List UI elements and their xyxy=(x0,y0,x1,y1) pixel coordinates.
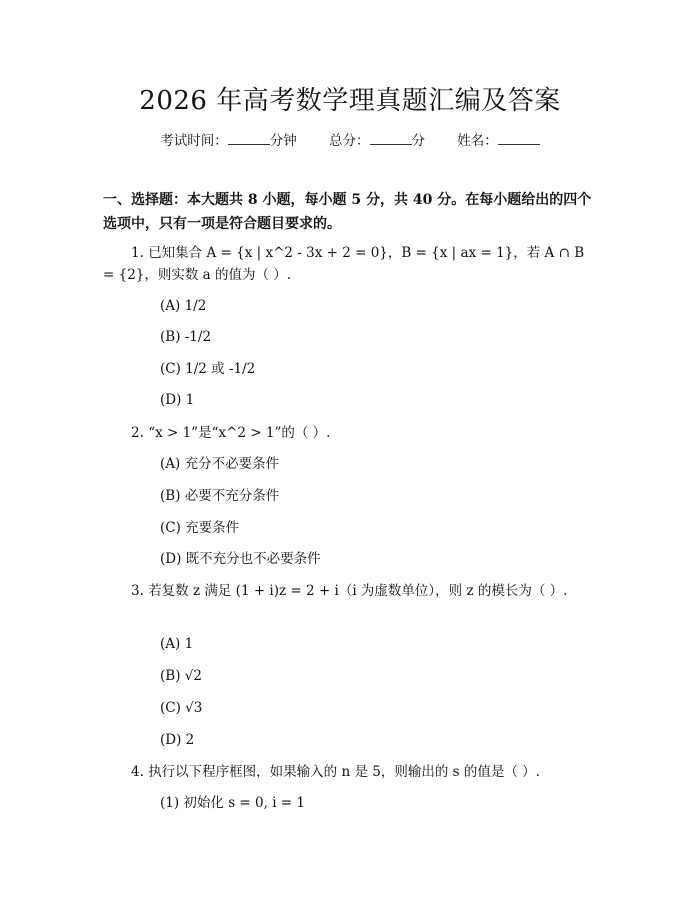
student-name-label: 姓名： xyxy=(457,133,498,149)
question-4 xyxy=(103,761,595,783)
question-number: 1. xyxy=(131,245,144,261)
question-2-option-d: (D) 既不充分也不必要条件 xyxy=(160,551,321,567)
question-3-option-c: (C) √3 xyxy=(160,700,203,716)
total-score-label: 总分： xyxy=(329,133,370,149)
question-3 xyxy=(103,580,595,602)
question-2 xyxy=(103,422,595,444)
question-2-option-a: (A) 充分不必要条件 xyxy=(160,456,280,472)
question-text: 已知集合 A = {x | x^2 - 3x + 2 = 0}，B = {x | ax = 1}，若 A ∩ B = {2}，则实数 a 的值为（ ）. xyxy=(103,245,585,283)
total-score-field xyxy=(329,130,425,151)
question-3-option-b: (B) √2 xyxy=(160,668,202,684)
student-name-blank xyxy=(498,130,540,145)
section-heading: 一、选择题：本大题共 8 小题，每小题 5 分，共 40 分。在每小题给出的四个选项中，只有一项是符合题目要求的。 xyxy=(103,192,592,232)
exam-time-field xyxy=(160,130,297,151)
question-3-option-a: (A) 1 xyxy=(160,636,194,652)
page-title: 2026 年高考数学理真题汇编及答案 xyxy=(139,86,561,116)
question-text: 执行以下程序框图，如果输入的 n 是 5，则输出的 s 的值是（ ）. xyxy=(148,764,540,780)
exam-time-blank xyxy=(228,130,270,145)
question-1-option-d: (D) 1 xyxy=(160,392,195,408)
question-1-option-b: (B) -1/2 xyxy=(160,329,212,345)
question-3-option-d: (D) 2 xyxy=(160,732,195,748)
question-2-option-c: (C) 充要条件 xyxy=(160,520,240,536)
question-4-step-1: (1) 初始化 s = 0, i = 1 xyxy=(160,795,305,811)
total-score-unit: 分 xyxy=(411,133,425,149)
question-2-option-b: (B) 必要不充分条件 xyxy=(160,488,280,504)
question-1-option-a: (A) 1/2 xyxy=(160,298,207,314)
question-number: 4. xyxy=(131,764,144,780)
total-score-blank xyxy=(370,130,412,145)
exam-time-label: 考试时间： xyxy=(160,133,228,149)
student-name-field xyxy=(457,130,540,151)
question-number: 2. xyxy=(131,425,144,441)
question-number: 3. xyxy=(131,583,144,599)
question-text: 若复数 z 满足 (1 + i)z = 2 + i（i 为虚数单位），则 z 的模长为（ ）. xyxy=(148,583,568,599)
question-1-option-c: (C) 1/2 或 -1/2 xyxy=(160,361,256,377)
exam-info-row xyxy=(0,130,700,151)
question-text: “x > 1”是“x^2 > 1”的（ ）. xyxy=(148,425,331,441)
question-1 xyxy=(103,242,595,286)
exam-time-unit: 分钟 xyxy=(269,133,297,149)
